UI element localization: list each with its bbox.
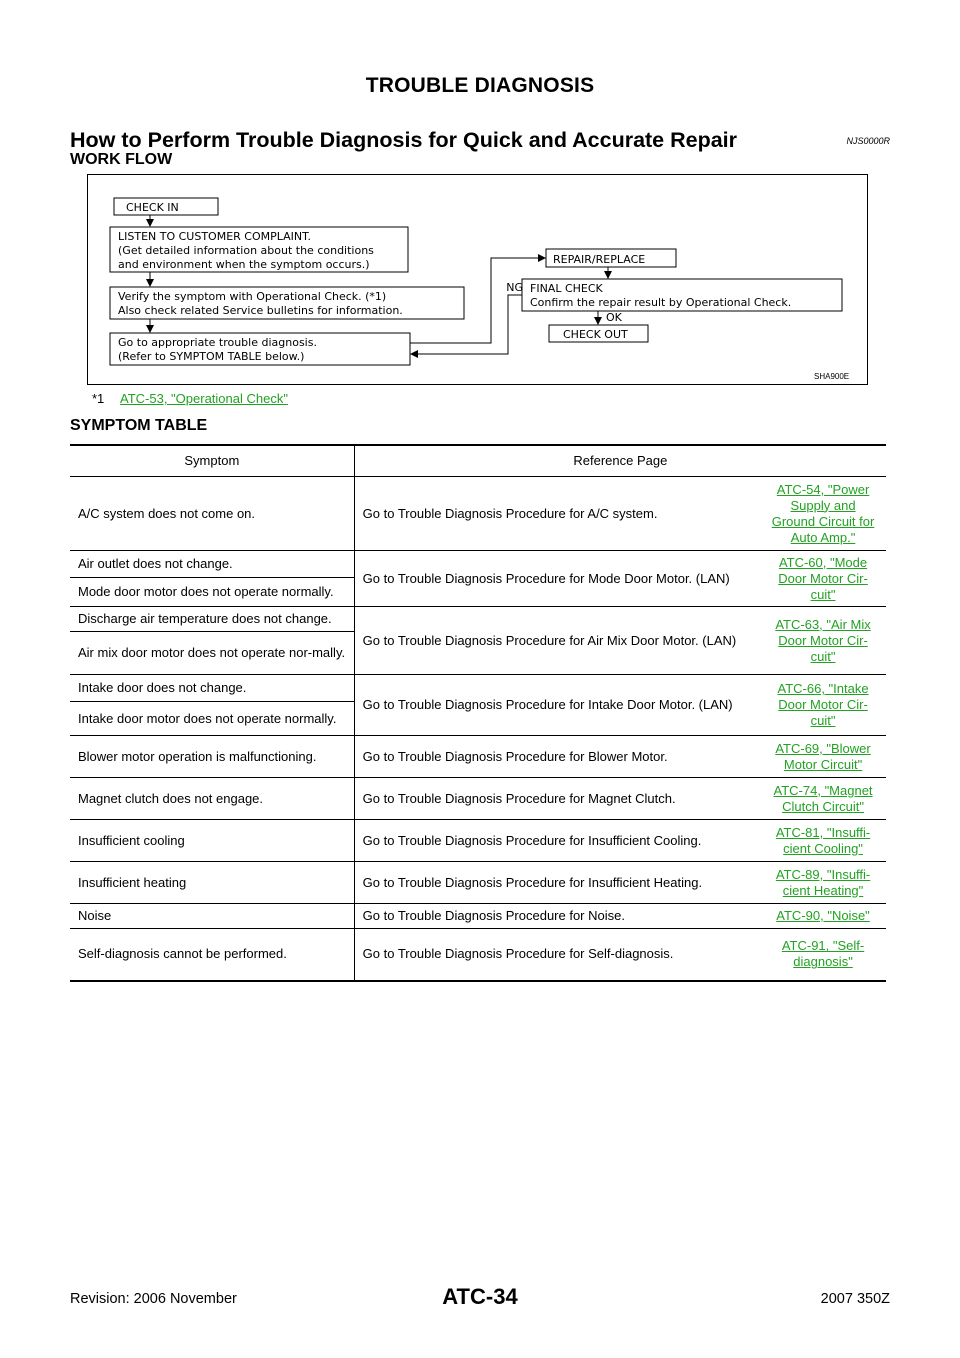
symptom-cell: Discharge air temperature does not change. (70, 607, 354, 632)
page-link[interactable]: ATC-60, "Mode (778, 554, 868, 570)
symptom-cell: Insufficient cooling (70, 820, 354, 862)
listen-text-1: LISTEN TO CUSTOMER COMPLAINT. (118, 230, 312, 243)
footer-revision: Revision: 2006 November (70, 1291, 237, 1307)
page-link[interactable]: cuit" (810, 713, 836, 728)
page-link[interactable]: Supply and (790, 497, 856, 513)
page-link-cell (760, 675, 886, 736)
ok-label: OK (606, 311, 622, 324)
symptom-cell: Self-diagnosis cannot be performed. (70, 929, 354, 981)
page-link[interactable]: Motor Circuit" (783, 756, 863, 772)
page-link-cell (760, 929, 886, 981)
footer-page-number: ATC-34 (442, 1284, 518, 1309)
reference-cell: Go to Trouble Diagnosis Procedure for Air Mix Door Motor. (LAN) (354, 607, 760, 675)
header-reference: Reference Page (354, 445, 886, 477)
page-link[interactable]: ATC-69, "Blower (775, 740, 871, 756)
table-row (70, 551, 886, 578)
page-link[interactable]: diagnosis" (793, 954, 853, 970)
page-link[interactable]: ATC-90, "Noise" (776, 908, 870, 923)
verify-text-2: Also check related Service bulletins for information. (118, 304, 403, 317)
verify-text-1: Verify the symptom with Operational Check. (*1) (118, 290, 387, 303)
page-link-cell (760, 862, 886, 904)
reference-cell: Go to Trouble Diagnosis Procedure for A/C system. (354, 477, 760, 551)
page-link-cell (760, 904, 886, 929)
ng-label: NG (506, 281, 523, 294)
footer-model: 2007 350Z (820, 1291, 890, 1307)
symptom-cell: Noise (70, 904, 354, 929)
symptom-table (70, 444, 886, 982)
page-link[interactable]: cuit" (810, 586, 836, 602)
symptom-cell: Air mix door motor does not operate nor-mally. (70, 632, 354, 675)
check-in-text: CHECK IN (126, 201, 179, 214)
table-row (70, 736, 886, 778)
page-link[interactable]: Door Motor Cir- (778, 632, 868, 648)
reference-cell: Go to Trouble Diagnosis Procedure for Intake Door Motor. (LAN) (354, 675, 760, 736)
reference-cell: Go to Trouble Diagnosis Procedure for Blower Motor. (354, 736, 760, 778)
symptom-cell: Blower motor operation is malfunctioning. (70, 736, 354, 778)
page-link-cell (760, 551, 886, 607)
section-code: NJS0000R (846, 136, 890, 146)
symptom-cell: Mode door motor does not operate normally. (70, 578, 354, 607)
arrow-go-to-repair (410, 258, 545, 343)
reference-cell: Go to Trouble Diagnosis Procedure for Mode Door Motor. (LAN) (354, 551, 760, 607)
repair-text: REPAIR/REPLACE (553, 253, 646, 266)
listen-text-2: (Get detailed information about the conditions (118, 244, 374, 257)
page-header: TROUBLE DIAGNOSIS (365, 74, 595, 97)
page-link[interactable]: cuit" (810, 648, 836, 664)
footnote-link[interactable]: ATC-53, "Operational Check" (120, 391, 288, 406)
symptom-cell: Insufficient heating (70, 862, 354, 904)
table-row (70, 929, 886, 981)
page-link-cell (760, 477, 886, 551)
section-title: How to Perform Trouble Diagnosis for Quick and Accurate Repair (70, 128, 738, 152)
arrow-final-ng-go-to (411, 295, 522, 354)
page-link[interactable]: ATC-74, "Magnet (773, 782, 873, 798)
table-header-row (70, 445, 886, 477)
footnote (92, 391, 288, 406)
symptom-cell: Magnet clutch does not engage. (70, 778, 354, 820)
figure-code: SHA900E (814, 372, 850, 381)
header-symptom: Symptom (70, 445, 354, 477)
table-row (70, 778, 886, 820)
workflow-svg (88, 175, 867, 384)
table-row (70, 675, 886, 702)
listen-text-3: and environment when the symptom occurs.) (118, 258, 370, 271)
reference-cell: Go to Trouble Diagnosis Procedure for Noise. (354, 904, 760, 929)
page-link[interactable]: ATC-91, "Self- (781, 938, 865, 954)
reference-cell: Go to Trouble Diagnosis Procedure for Self-diagnosis. (354, 929, 760, 981)
table-row (70, 904, 886, 929)
page-link[interactable]: Door Motor Cir- (778, 570, 868, 586)
check-out-text: CHECK OUT (563, 328, 628, 341)
symptom-table-title: SYMPTOM TABLE (70, 417, 208, 434)
subsection-title: WORK FLOW (70, 151, 173, 168)
symptom-cell: Air outlet does not change. (70, 551, 354, 578)
symptom-cell: Intake door does not change. (70, 675, 354, 702)
page-link[interactable]: Door Motor Cir- (778, 697, 868, 712)
page-link[interactable]: ATC-89, "Insuffi- (775, 866, 871, 882)
final-check-text-1: FINAL CHECK (530, 282, 603, 295)
final-check-text-2: Confirm the repair result by Operational Check. (530, 296, 792, 309)
reference-cell: Go to Trouble Diagnosis Procedure for Magnet Clutch. (354, 778, 760, 820)
symptom-cell: A/C system does not come on. (70, 477, 354, 551)
page-link-cell (760, 778, 886, 820)
table-row (70, 862, 886, 904)
reference-cell: Go to Trouble Diagnosis Procedure for Insufficient Cooling. (354, 820, 760, 862)
page-link[interactable]: cient Heating" (782, 882, 864, 898)
table-row (70, 477, 886, 551)
table-row (70, 820, 886, 862)
page-link[interactable]: ATC-54, "Power (776, 481, 870, 497)
page-link-cell (760, 736, 886, 778)
page-link[interactable]: cient Cooling" (783, 840, 863, 856)
symptom-cell: Intake door motor does not operate normally. (70, 702, 354, 736)
go-to-text-1: Go to appropriate trouble diagnosis. (118, 336, 317, 349)
go-to-text-2: (Refer to SYMPTOM TABLE below.) (118, 350, 305, 363)
page-link[interactable]: Ground Circuit for (771, 513, 875, 529)
table-row (70, 607, 886, 632)
reference-cell: Go to Trouble Diagnosis Procedure for Insufficient Heating. (354, 862, 760, 904)
footnote-mark: *1 (92, 391, 105, 406)
page-link[interactable]: ATC-63, "Air Mix (775, 616, 871, 632)
page-link[interactable]: ATC-66, "Intake (777, 681, 869, 696)
workflow-diagram (87, 174, 868, 385)
page-link-cell (760, 607, 886, 675)
page-link[interactable]: ATC-81, "Insuffi- (775, 824, 871, 840)
page-link[interactable]: Auto Amp." (790, 529, 856, 545)
page-link-cell (760, 820, 886, 862)
page-link[interactable]: Clutch Circuit" (782, 798, 864, 814)
